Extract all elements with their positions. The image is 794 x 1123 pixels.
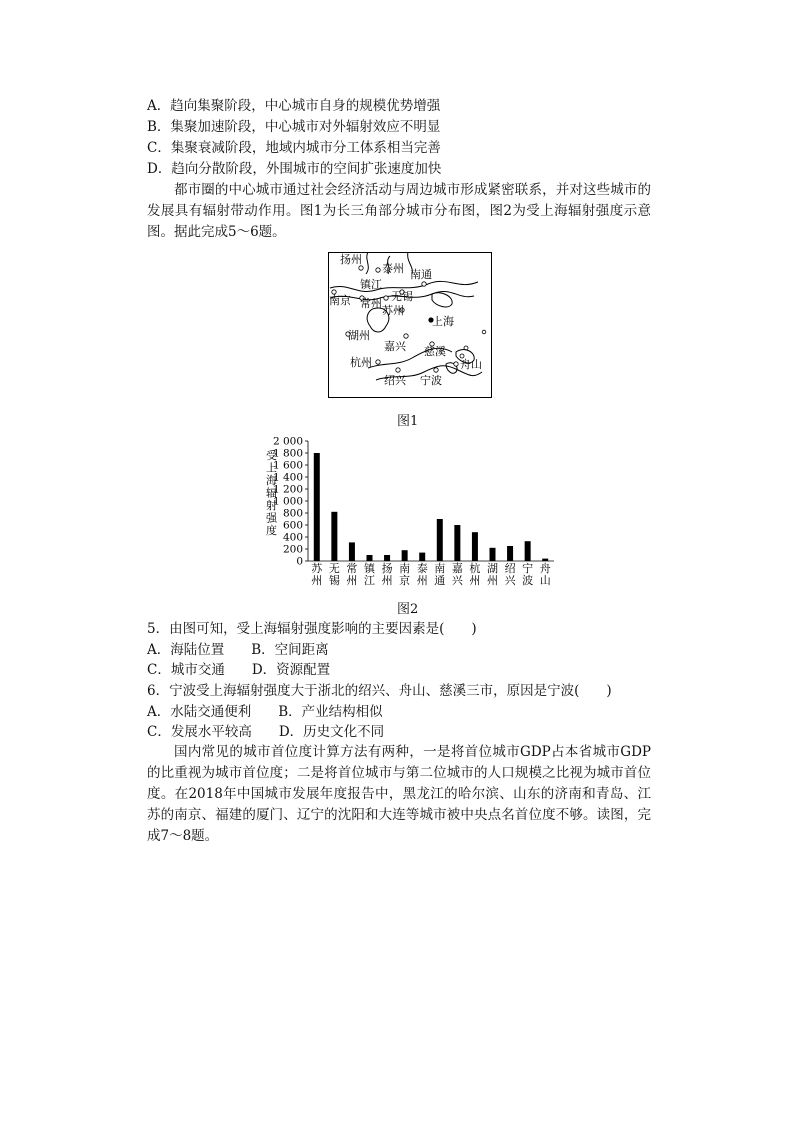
intro-paragraph-7-8: 国内常见的城市首位度计算方法有两种，一是将首位城市GDP占本省城市GDP的比重视为城市首位度；二是将首位城市与第二位城市的人口规模之比视为城市首位度。在2018年中国城市发展年度报告中，黑龙江的哈尔滨、山东的济南和青岛、江苏的南京、福建的厦门、辽宁的沈阳和大连等城市被中央点名首位度不够。读图，完成7～8题。 — [147, 744, 651, 844]
map-label-changzhou: 常州 — [360, 297, 382, 310]
radiation-intensity-chart — [262, 433, 562, 593]
map-label-shaoxing: 绍兴 — [384, 374, 406, 387]
x-tick-label: 扬州 — [381, 562, 393, 587]
map-label-hangzhou: 杭州 — [350, 356, 372, 369]
q6-options-cd: C．发展水平较高 D．历史文化不同 — [147, 724, 385, 740]
x-tick-label: 苏州 — [311, 562, 323, 587]
q4-option-d: D．趋向分散阶段，外围城市的空间扩张速度加快 — [147, 161, 442, 177]
map-label-taizhou: 泰州 — [382, 262, 404, 275]
bar-0 — [314, 453, 320, 561]
map-label-wuxi: 无锡 — [391, 290, 413, 303]
bar-3 — [367, 555, 373, 561]
y-tick-label: 1 800 — [272, 447, 303, 460]
x-tick-label: 湖州 — [487, 562, 498, 587]
x-tick-label: 南通 — [434, 562, 446, 587]
map-label-jiaxing: 嘉兴 — [384, 340, 406, 353]
map-label-cixi: 慈溪 — [424, 345, 446, 358]
map-label-ningbo: 宁波 — [420, 374, 442, 387]
q6-options-ab: A．水陆交通便利 B．产业结构相似 — [147, 704, 383, 720]
bar-10 — [490, 548, 496, 561]
x-tick-label: 常州 — [346, 562, 358, 587]
map-label-nantong: 南通 — [410, 268, 432, 281]
q6-stem: 6．宁波受上海辐射强度大于浙北的绍兴、舟山、慈溪三市，原因是宁波( ) — [147, 683, 612, 699]
x-tick-label: 泰州 — [416, 562, 428, 587]
q4-option-b: B．集聚加速阶段，中心城市对外辐射效应不明显 — [147, 119, 441, 135]
bar-1 — [331, 512, 337, 561]
map-label-zhenjiang: 镇江 — [360, 278, 382, 291]
x-tick-label: 杭州 — [469, 562, 481, 587]
y-tick-label: 1 600 — [272, 459, 303, 472]
y-tick-label: 2 000 — [272, 435, 303, 448]
map-label-shanghai: 上海 — [432, 315, 454, 328]
q5-options-ab: A．海陆位置 B．空间距离 — [147, 642, 329, 658]
x-tick-label: 嘉兴 — [451, 562, 463, 587]
yangtze-delta-map — [328, 252, 492, 398]
bar-2 — [349, 542, 355, 561]
bar-6 — [419, 553, 425, 561]
y-tick-label: 600 — [282, 519, 303, 532]
figure2-caption: 图2 — [397, 602, 419, 617]
map-label-huzhou: 湖州 — [348, 329, 370, 342]
y-axis-label: 受上海辐射强度 — [266, 449, 277, 537]
y-tick-label: 800 — [282, 507, 303, 520]
bar-8 — [454, 525, 460, 561]
q5-options-cd: C．城市交通 D．资源配置 — [147, 662, 331, 678]
x-tick-label: 镇江 — [364, 562, 375, 587]
y-tick-label: 1 000 — [272, 495, 303, 508]
figure1-caption: 图1 — [397, 414, 419, 429]
map-label-suzhou: 苏州 — [382, 304, 404, 317]
bar-5 — [402, 550, 408, 561]
bar-12 — [525, 541, 531, 561]
y-tick-label: 1 200 — [272, 483, 303, 496]
map-label-zhoushan: 舟山 — [460, 358, 482, 371]
y-tick-label: 400 — [282, 531, 303, 544]
intro-paragraph-5-6: 都市圈的中心城市通过社会经济活动与周边城市形成紧密联系，并对这些城市的发展具有辐射带动作用。图1为长三角部分城市分布图，图2为受上海辐射强度示意图。据此完成5～6题。 — [147, 182, 651, 240]
q4-option-c: C．集聚衰减阶段，地域内城市分工体系相当完善 — [147, 140, 441, 156]
q4-option-a: A．趋向集聚阶段，中心城市自身的规模优势增强 — [147, 98, 441, 114]
x-tick-label: 绍兴 — [504, 562, 516, 587]
map-label-yangzhou: 扬州 — [340, 253, 362, 266]
bar-11 — [507, 546, 513, 561]
bar-7 — [437, 519, 443, 561]
y-tick-label: 200 — [282, 543, 303, 556]
q5-stem: 5．由图可知，受上海辐射强度影响的主要因素是( ) — [147, 621, 477, 637]
y-tick-label: 1 400 — [272, 471, 303, 484]
bar-4 — [384, 555, 390, 561]
x-tick-label: 南京 — [399, 562, 411, 587]
x-tick-label: 舟山 — [539, 562, 551, 587]
bar-9 — [472, 532, 478, 561]
x-tick-label: 宁波 — [522, 562, 534, 587]
map-label-nanjing: 南京 — [329, 294, 351, 307]
x-tick-label: 无锡 — [328, 562, 340, 587]
y-tick-label: 0 — [296, 555, 303, 568]
